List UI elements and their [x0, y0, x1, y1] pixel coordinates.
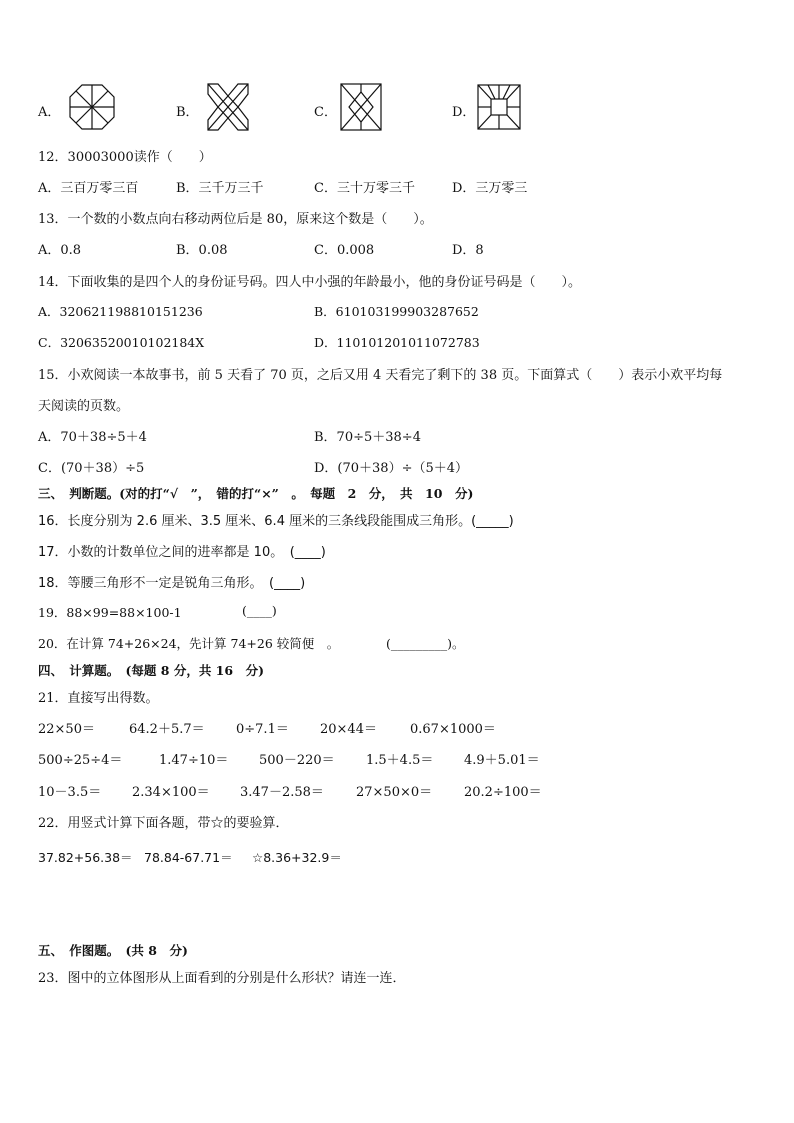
q21-r1-item: 0.67×1000＝	[410, 722, 496, 737]
q13-option-b: B．0.08	[176, 243, 228, 258]
q21-r1-item: 0÷7.1＝	[236, 722, 289, 737]
q21-r3-item: 20.2÷100＝	[464, 785, 542, 800]
q21-r2-item: 500÷25÷4＝	[38, 753, 123, 768]
q21-r3-item: 10－3.5＝	[38, 785, 102, 800]
q11-option-d: D．	[452, 105, 476, 120]
q18-text: 18．等腰三角形不一定是锐角三角形。 (____)	[38, 576, 306, 591]
q13-option-a: A．0.8	[38, 243, 82, 258]
q23-stem: 23．图中的立体图形从上面看到的分别是什么形状？请连一连．	[38, 971, 406, 986]
q14-option-a: A．320621198810151236	[38, 304, 203, 319]
q20-text: 20．在计算 74+26×24，先计算 74+26 较简便 。	[38, 636, 340, 651]
q14-option-b: B．610103199903287652	[314, 304, 479, 319]
q15-option-b: B．70÷5＋38÷4	[314, 430, 421, 445]
q12-option-a: A．三百万零三百	[38, 181, 139, 196]
q21-r2-item: 1.5＋4.5＝	[366, 753, 434, 768]
q21-r1-item: 64.2＋5.7＝	[129, 722, 205, 737]
q11-option-b: B．	[176, 105, 199, 120]
q21-r3-item: 3.47－2.58＝	[240, 785, 324, 800]
q21-r2-item: 1.47÷10＝	[159, 753, 229, 768]
q21-r2-item: 500－220＝	[259, 753, 335, 768]
q16-text: 16．长度分别为 2.6 厘米、3.5 厘米、6.4 厘米的三条线段能围成三角形。(_____)	[38, 514, 514, 529]
q19-text: 19．88×99=88×100-1	[38, 605, 182, 620]
q22-item: 78.84-67.71＝	[144, 850, 233, 865]
q15-stem-line2: 天阅读的页数。	[38, 399, 130, 414]
q17-text: 17．小数的计数单位之间的进率都是 10。 (____)	[38, 545, 326, 560]
q15-stem-line1: 15．小欢阅读一本故事书，前 5 天看了 70 页，之后又用 4 天看完了剩下的 38 页。下面算式（ ）表示小欢平均每	[38, 368, 723, 383]
q11-option-c: C．	[314, 105, 337, 120]
octagon-spokes-icon	[68, 83, 116, 131]
q14-option-c: C．32063520010102184X	[38, 335, 205, 350]
square-diamond-icon	[339, 82, 383, 132]
q15-option-d: D．(70＋38）÷（5＋4）	[314, 461, 469, 476]
q22-stem: 22．用竖式计算下面各题，带☆的要验算．	[38, 816, 289, 831]
q21-r3-item: 2.34×100＝	[132, 785, 210, 800]
q11-option-a: A．	[38, 105, 61, 120]
q21-stem: 21．直接写出得数。	[38, 691, 159, 706]
q12-option-d: D．三万零三	[452, 181, 528, 196]
q22-item: ☆8.36+32.9＝	[252, 850, 342, 865]
section-3-title: 三、 判断题。(对的打“√ ”， 错的打“×” 。 每题 2 分， 共 10 分)	[38, 486, 474, 501]
q14-stem: 14．下面收集的是四个人的身份证号码。四人中小强的年龄最小，他的身份证号码是（ ）。	[38, 275, 582, 290]
q21-r2-item: 4.9＋5.01＝	[464, 753, 540, 768]
q13-option-d: D．8	[452, 243, 484, 258]
q21-r1-item: 22×50＝	[38, 722, 95, 737]
q14-option-d: D．110101201011072783	[314, 335, 480, 350]
section-4-title: 四、 计算题。 (每题 8 分，共 16 分)	[38, 663, 264, 678]
q12-option-b: B．三千万三千	[176, 181, 264, 196]
q15-option-c: C．(70＋38）÷5	[38, 461, 145, 476]
q20-answer-blank[interactable]: (_________)。	[386, 636, 465, 651]
q13-stem: 13．一个数的小数点向右移动两位后是 80，原来这个数是（ ）。	[38, 212, 433, 227]
q12-stem: 12．30003000读作（ ）	[38, 150, 212, 165]
q15-option-a: A．70＋38÷5＋4	[38, 430, 147, 445]
q21-r1-item: 20×44＝	[320, 722, 377, 737]
q22-item: 37.82+56.38＝	[38, 850, 133, 865]
square-inner-square-icon	[476, 83, 522, 131]
q19-answer-blank[interactable]: (____)	[242, 603, 277, 618]
q12-option-c: C．三十万零三千	[314, 181, 415, 196]
q21-r3-item: 27×50×0＝	[356, 785, 433, 800]
cross-shape-icon	[204, 82, 252, 132]
section-5-title: 五、 作图题。 (共 8 分)	[38, 943, 188, 958]
q13-option-c: C．0.008	[314, 243, 375, 258]
